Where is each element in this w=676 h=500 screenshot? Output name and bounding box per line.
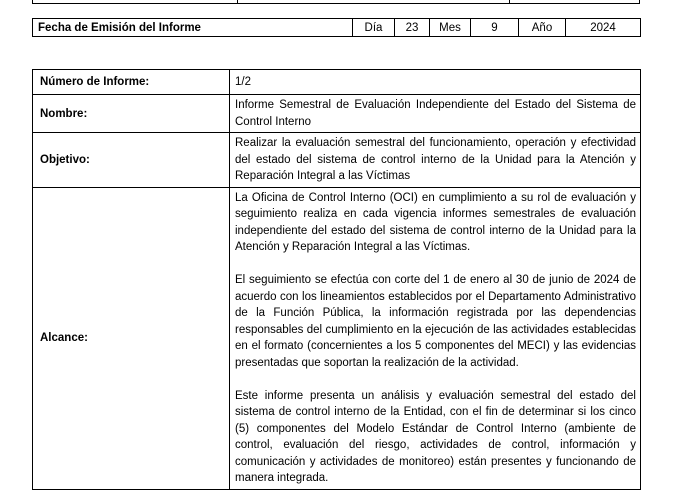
month-value: 9 bbox=[471, 19, 519, 37]
report-objective-value: Realizar la evaluación semestral del funcionamiento, operación y efectividad del estado del sistema de control interno de la Unidad para la Atención y Reparación Integral a las Víctimas bbox=[230, 133, 641, 188]
report-objective-row bbox=[33, 133, 641, 188]
report-number-label: Número de Informe: bbox=[33, 70, 230, 95]
report-name-row bbox=[33, 95, 641, 133]
scope-paragraph: El seguimiento se efectúa con corte del 1 de enero al 30 de junio de 2024 de acuerdo con los lineamientos establecidos por el Departamento Administrativo de la Función Pública, la información registrada por las dependencias responsables del cumplimiento en la ejecución de las actividades establecidas en el formato (concernientes a los 5 componentes del MECI) y las evidencias presentadas que soportan la realización de la actividad. bbox=[235, 274, 636, 369]
previous-table-fragment bbox=[32, 0, 640, 4]
report-info-table bbox=[32, 69, 641, 490]
year-label: Año bbox=[519, 19, 566, 37]
emission-date-label: Fecha de Emisión del Informe bbox=[33, 19, 353, 37]
table-divider bbox=[237, 0, 238, 4]
report-scope-value bbox=[230, 187, 641, 489]
scope-paragraph: La Oficina de Control Interno (OCI) en cumplimiento a su rol de evaluación y seguimiento realiza en cada vigencia informes semestrales de evaluación independiente del estado del sistema de control interno de la Unidad para la Atención y Reparación Integral a las Víctimas. bbox=[235, 191, 636, 253]
scope-paragraph: Este informe presenta un análisis y evaluación semestral del estado del sistema de control interno de la Entidad, con el fin de determinar si los cinco (5) componentes del Modelo Estándar de Control Interno (ambiente de control, evaluación del riesgo, actividades de control, información y comunicación y actividades de monitoreo) están presentes y funcionando de manera integrada. bbox=[235, 389, 636, 484]
emission-date-row bbox=[33, 19, 641, 37]
report-number-value: 1/2 bbox=[230, 70, 641, 95]
report-objective-label: Objetivo: bbox=[33, 133, 230, 188]
report-name-value: Informe Semestral de Evaluación Independiente del Estado del Sistema de Control Interno bbox=[230, 95, 641, 133]
report-scope-label: Alcance: bbox=[33, 187, 230, 489]
report-scope-row bbox=[33, 187, 641, 489]
report-number-row bbox=[33, 70, 641, 95]
year-value: 2024 bbox=[566, 19, 641, 37]
table-divider bbox=[509, 0, 510, 4]
month-label: Mes bbox=[430, 19, 471, 37]
emission-date-table bbox=[32, 18, 641, 37]
report-name-label: Nombre: bbox=[33, 95, 230, 133]
day-label: Día bbox=[353, 19, 395, 37]
day-value: 23 bbox=[395, 19, 430, 37]
